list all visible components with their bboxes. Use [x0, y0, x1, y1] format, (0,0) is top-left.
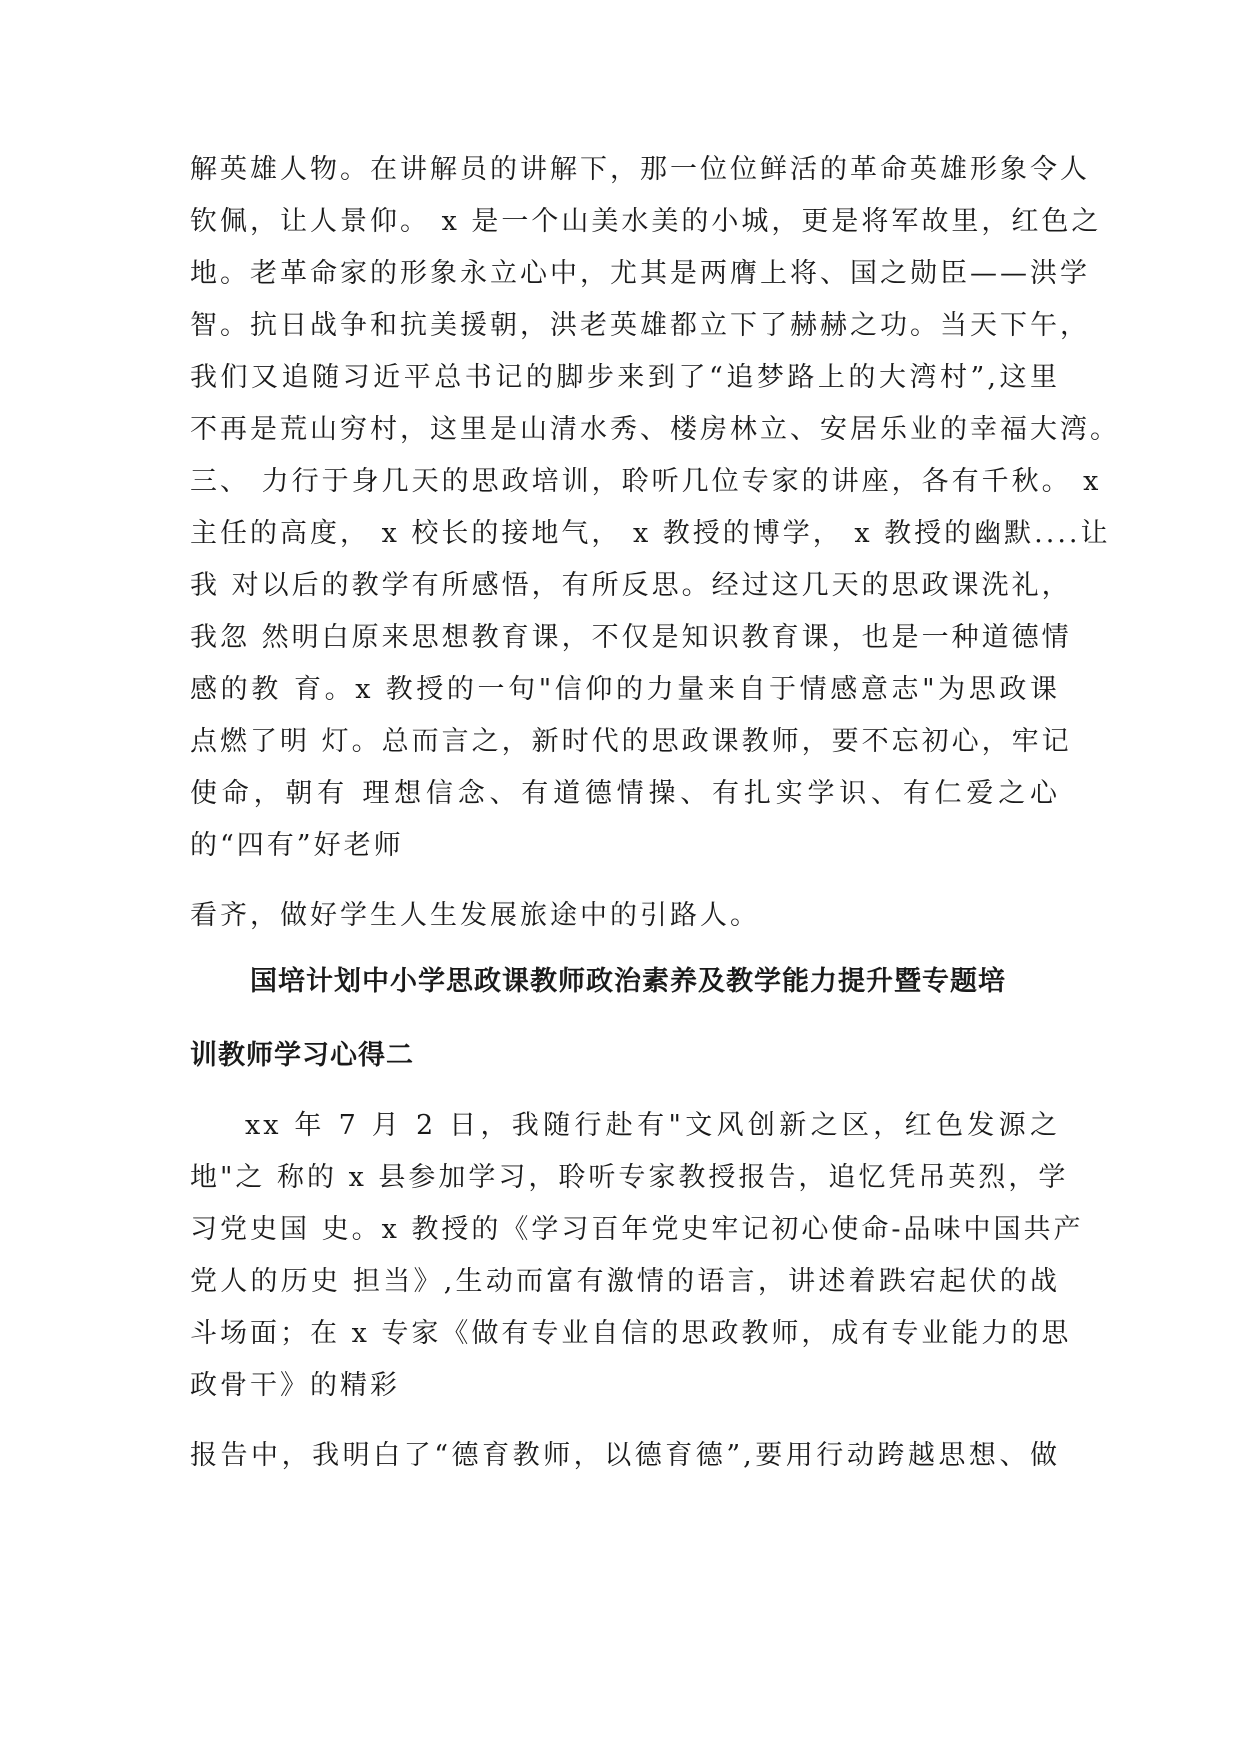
body-line: 地。老革命家的形象永立心中，尤其是两膺上将、国之勋臣——洪学: [190, 258, 1090, 289]
body-line: 三、 力行于身几天的思政培训，聆听几位专家的讲座，各有千秋。 x: [190, 466, 1102, 497]
article-title-line1: 国培计划中小学思政课教师政治素养及教学能力提升暨专题培: [250, 966, 1006, 997]
body-line: 点燃了明 灯。总而言之，新时代的思政课教师，要不忘初心，牢记: [190, 726, 1072, 757]
body-line: 使命，朝有 理想信念、有道德情操、有扎实学识、有仁爱之心: [190, 778, 1060, 809]
body-line: 党人的历史 担当》,生动而富有激情的语言，讲述着跌宕起伏的战: [190, 1266, 1060, 1297]
body-line: 政骨干》的精彩: [190, 1370, 400, 1401]
body-line: 我们又追随习近平总书记的脚步来到了“追梦路上的大湾村”,这里: [190, 362, 1060, 393]
body-line: 习党史国 史。x 教授的《学习百年党史牢记初心使命-品味中国共产: [190, 1214, 1084, 1245]
body-line: 钦佩，让人景仰。 x 是一个山美水美的小城，更是将军故里，红色之: [190, 206, 1102, 237]
article-title-line2: 训教师学习心得二: [190, 1040, 414, 1071]
body-line: 看齐，做好学生人生发展旅途中的引路人。: [190, 900, 760, 931]
body-line: 感的教 育。x 教授的一句"信仰的力量来自于情感意志"为思政课: [190, 674, 1060, 705]
body-line: xx 年 7 月 2 日，我随行赴有"文风创新之区，红色发源之: [245, 1110, 1060, 1141]
body-line: 主任的高度， x 校长的接地气， x 教授的博学， x 教授的幽默....让: [190, 518, 1111, 549]
body-line: 不再是荒山穷村，这里是山清水秀、楼房林立、安居乐业的幸福大湾。: [190, 414, 1120, 445]
body-line: 报告中，我明白了“德育教师，以德育德”,要用行动跨越思想、做: [190, 1440, 1060, 1471]
body-line: 斗场面；在 x 专家《做有专业自信的思政教师，成有专业能力的思: [190, 1318, 1072, 1349]
body-line: 我 对以后的教学有所感悟，有所反思。经过这几天的思政课洗礼，: [190, 570, 1072, 601]
body-line: 解英雄人物。在讲解员的讲解下，那一位位鲜活的革命英雄形象令人: [190, 154, 1090, 185]
body-line: 的“四有”好老师: [190, 830, 404, 861]
body-line: 智。抗日战争和抗美援朝，洪老英雄都立下了赫赫之功。当天下午，: [190, 310, 1090, 341]
body-line: 地"之 称的 x 县参加学习，聆听专家教授报告，追忆凭吊英烈，学: [190, 1162, 1069, 1193]
body-line: 我忽 然明白原来思想教育课，不仅是知识教育课，也是一种道德情: [190, 622, 1072, 653]
